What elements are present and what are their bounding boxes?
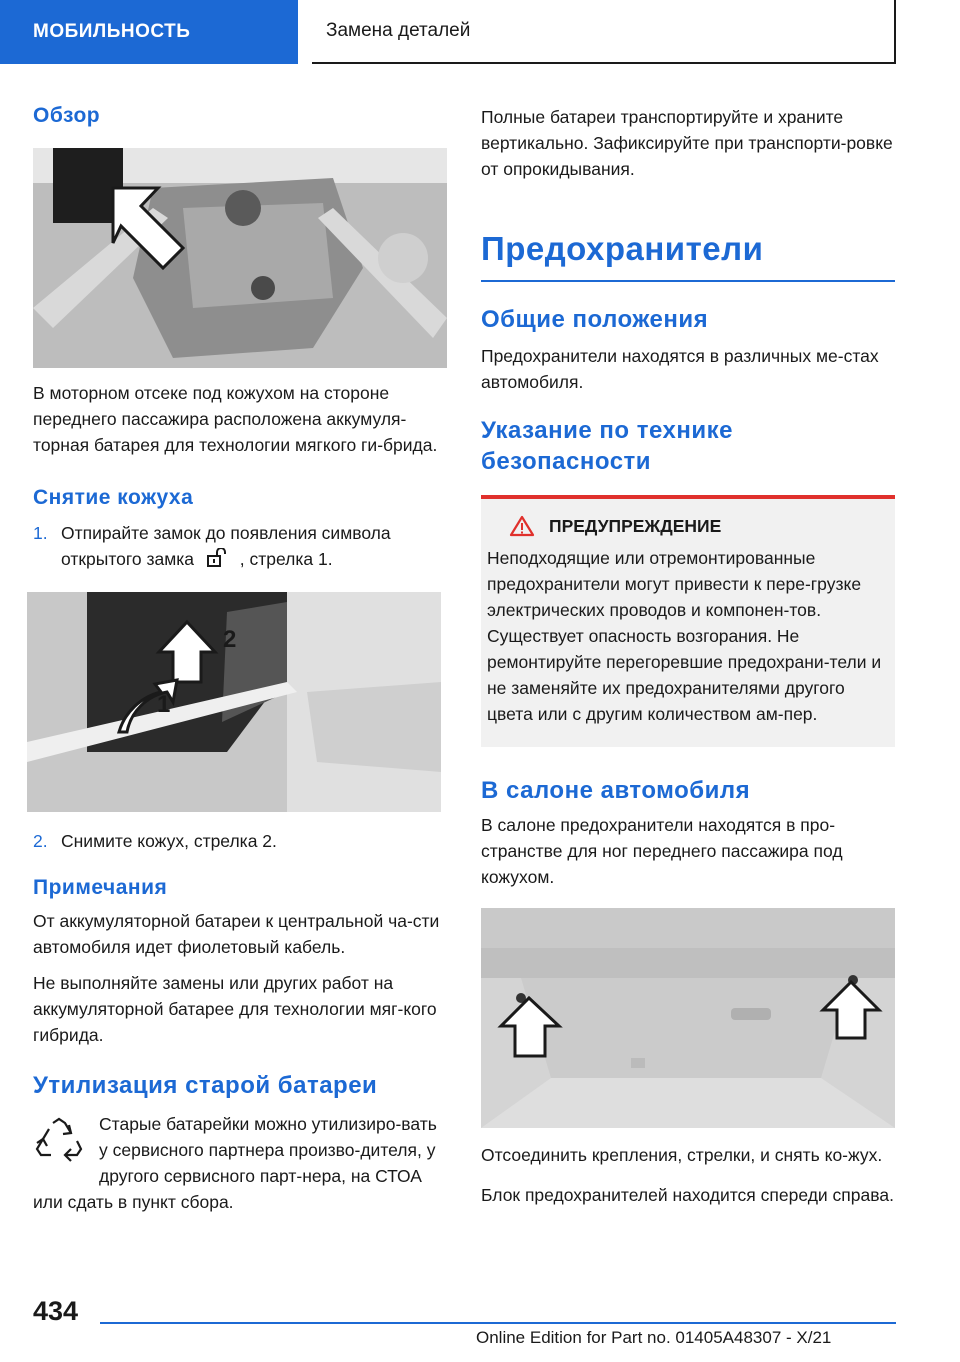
disposal-text: Старые батарейки можно утилизиро-вать у сервисного партнера произво-дителя, у другого сервисного парт-нера, на СТОА или сдать в пункт сбора. [33,1114,437,1212]
step-text: Отпирайте замок до появления символа открытого замка , стрелка 1. [61,523,391,569]
safety-heading: Указание по технике безопасности [481,417,733,475]
chapter-title: Замена деталей [312,0,896,64]
step-text: Снимите кожух, стрелка 2. [61,831,277,851]
page-number: 434 [33,1296,79,1326]
warning-text: Неподходящие или отремонтированные предохранители могут привести к пере-грузке электрических проводов и компонен-тов. Существует опасность возгорания. Не ремонтируйте перегоревшие предохрани-тели и не заменяйте их предохранителями другого цвета или с другим количеством ам-пер. [487,548,882,724]
notes-paragraph-1: От аккумуляторной батареи к центральной ча-сти автомобиля идет фиолетовый кабель. [33,911,440,957]
recycle-icon [33,1115,85,1167]
transport-text: Полные батареи транспортируйте и храните вертикально. Зафиксируйте при транспорти-ровке от опрокидывания. [481,107,893,179]
detach-text: Отсоединить крепления, стрелки, и снять ко-жух. [481,1145,883,1165]
interior-text: В салоне предохранители находятся в про-странстве для ног переднего пассажира под кожухом. [481,815,843,887]
footwell-illustration [481,908,895,1128]
list-item [33,828,447,854]
interior-heading: В салоне автомобиля [481,777,751,804]
warning-title-row [509,515,889,537]
steps-list-2 [33,828,447,854]
disposal-heading: Утилизация старой батареи [33,1072,378,1099]
notes-paragraph-2: Не выполняйте замены или других работ на аккумуляторной батарее для технологии мяг-кого гибрида. [33,973,437,1045]
cover-heading: Снятие кожуха [33,486,194,509]
notes-heading: Примечания [33,876,168,899]
step-number: 1. [33,523,48,543]
block-text: Блок предохранителей находится спереди справа. [481,1185,894,1205]
steps-list-1 [33,520,447,572]
unlocked-padlock-icon [202,548,232,568]
fuses-heading: Предохранители [481,230,764,267]
callout-1: 1 [157,691,171,718]
engine-bay-photo [33,148,447,368]
warning-triangle-icon [509,515,535,537]
general-heading: Общие положения [481,306,709,333]
list-item [33,520,447,572]
cover-removal-photo [27,592,441,812]
overview-text: В моторном отсеке под кожухом на стороне переднего пассажира расположена аккумуля-торная батарея для технологии мягкого ги-брида. [33,383,438,455]
callout-2: 2 [223,626,237,653]
overview-heading: Обзор [33,104,101,127]
warning-box [481,495,895,747]
section-tab: МОБИЛЬНОСТЬ [0,0,298,64]
footer-rule [100,1322,896,1324]
heading-rule [481,280,895,282]
engine-bay-illustration [33,148,447,368]
footwell-photo [481,908,895,1128]
right-column [481,100,895,1208]
cover-removal-illustration [27,592,441,812]
edition-text: Online Edition for Part no. 01405A48307 - X/21 [476,1328,832,1347]
left-column [33,100,447,1215]
warning-title: ПРЕДУПРЕЖДЕНИЕ [549,515,722,536]
step-number: 2. [33,831,48,851]
disposal-block [33,1111,447,1215]
general-text: Предохранители находятся в различных ме-стах автомобиля. [481,346,879,392]
